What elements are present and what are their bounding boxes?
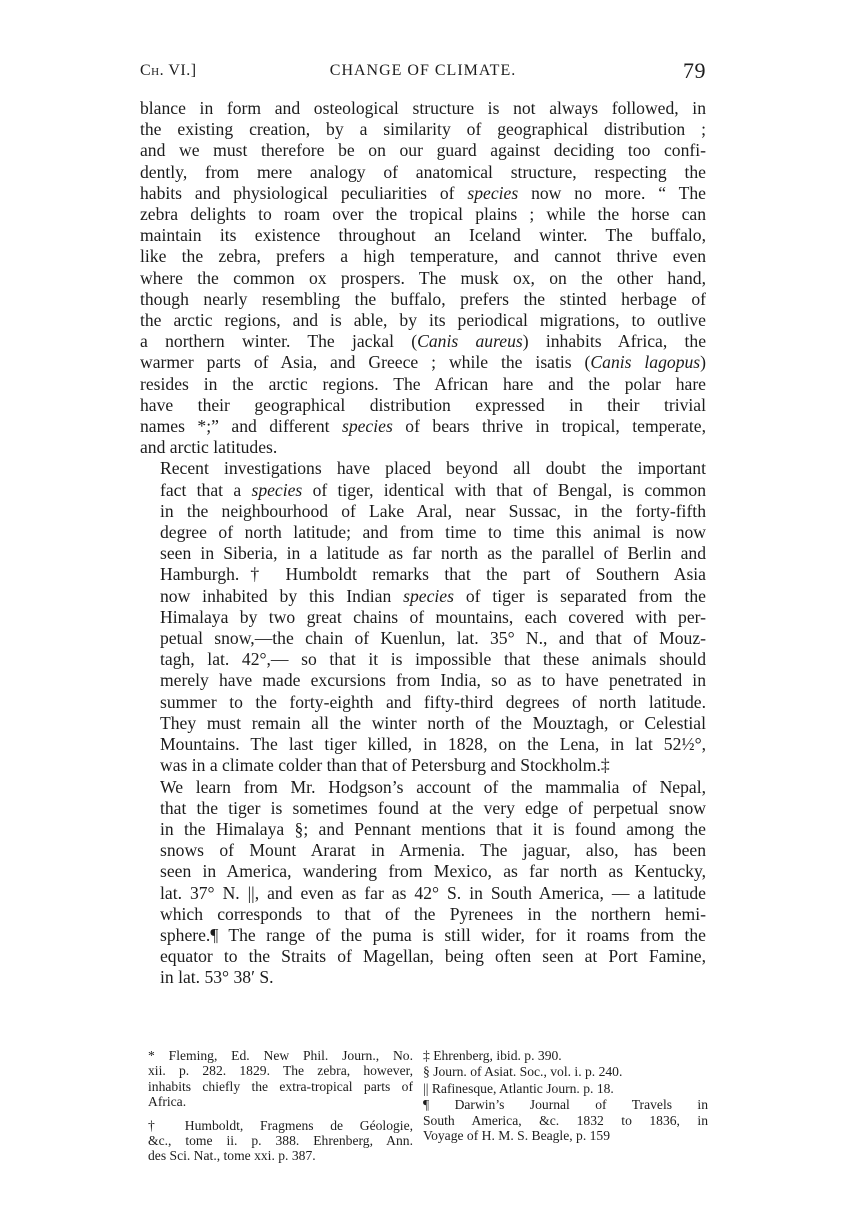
footnote-line: des Sci. Nat., tome xxi. p. 387. xyxy=(148,1148,316,1164)
text-line: Recent investigations have placed beyond all doubt the important xyxy=(160,458,706,479)
text-line: tagh, lat. 42°,— so that it is impossible that these animals should xyxy=(160,649,706,670)
footnote-line: † Humboldt, Fragmens de Géologie, xyxy=(148,1117,413,1133)
text-line: now inhabited by this Indian species of tiger is separated from the xyxy=(160,585,706,606)
text-line: and we must therefore be on our guard against deciding too confi- xyxy=(140,140,706,161)
footnote-line: xii. p. 282. 1829. The zebra, however, xyxy=(148,1063,413,1079)
footnote-line: Africa. xyxy=(148,1094,187,1110)
footnote xyxy=(148,1048,413,1110)
page xyxy=(140,58,706,989)
text-line: names *;” and different species of bears thrive in tropical, temperate, xyxy=(140,416,707,437)
body-text xyxy=(140,98,706,989)
footnote-line: || Rafinesque, Atlantic Journ. p. 18. xyxy=(423,1080,614,1096)
running-header xyxy=(140,58,706,84)
text-line: warmer parts of Asia, and Greece ; while the isatis (Canis lagopus) xyxy=(140,352,706,373)
footnote-line: Voyage of H. M. S. Beagle, p. 159 xyxy=(423,1128,611,1144)
text-line: lat. 37° N. ||, and even as far as 42° S. in South America, — a latitude xyxy=(160,882,706,903)
footnote-line: § Journ. of Asiat. Soc., vol. i. p. 240. xyxy=(423,1064,623,1080)
text-line: was in a climate colder than that of Petersburg and Stockholm.‡ xyxy=(160,755,610,776)
text-line: degree of north latitude; and from time to time this animal is now xyxy=(160,522,706,543)
text-line: fact that a species of tiger, identical with that of Bengal, is common xyxy=(160,479,706,500)
text-line: habits and physiological peculiarities of species now no more. “ The xyxy=(140,182,706,203)
text-line: the arctic regions, and is able, by its periodical migrations, to outlive xyxy=(140,310,706,331)
footnote xyxy=(423,1064,708,1079)
text-line: equator to the Straits of Magellan, being often seen at Port Famine, xyxy=(160,946,706,967)
text-line: in the Himalaya §; and Pennant mentions that it is found among the xyxy=(160,818,706,839)
footnote xyxy=(423,1081,708,1096)
text-line: in lat. 53° 38′ S. xyxy=(160,967,274,988)
footnote xyxy=(423,1097,708,1143)
footnote-line: ¶ Darwin’s Journal of Travels in xyxy=(423,1097,708,1113)
footnote-line: * Fleming, Ed. New Phil. Journ., No. xyxy=(148,1048,413,1063)
text-line: resides in the arctic regions. The African hare and the polar hare xyxy=(140,373,706,394)
chapter-label: Ch. VI.] xyxy=(140,62,197,79)
text-line: Mountains. The last tiger killed, in 1828, on the Lena, in lat 52½°, xyxy=(160,734,706,755)
text-line: where the common ox prospers. The musk ox, on the other hand, xyxy=(140,267,706,288)
page-number: 79 xyxy=(683,58,706,83)
text-line: which corresponds to that of the Pyrenees in the northern hemi- xyxy=(160,903,706,924)
footnote-line: ‡ Ehrenberg, ibid. p. 390. xyxy=(423,1048,562,1063)
text-line: and arctic latitudes. xyxy=(140,437,278,458)
text-line: seen in Siberia, in a latitude as far north as the parallel of Berlin and xyxy=(160,543,706,564)
paragraph-3 xyxy=(140,777,706,989)
paragraph-2 xyxy=(140,458,706,776)
footnote-line: inhabits chiefly the extra-tropical parts of xyxy=(148,1078,413,1094)
footnote xyxy=(148,1118,413,1164)
text-line: a northern winter. The jackal (Canis aureus) inhabits Africa, the xyxy=(140,331,707,352)
text-line: Hamburgh.† Humboldt remarks that the part of Southern Asia xyxy=(160,564,706,585)
text-line: We learn from Mr. Hodgson’s account of the mammalia of Nepal, xyxy=(160,776,706,797)
footnote-line: South America, &c. 1832 to 1836, in xyxy=(423,1112,708,1128)
text-line: merely have made excursions from India, so as to have penetrated in xyxy=(160,670,706,691)
text-line: summer to the forty-eighth and fifty-third degrees of north latitude. xyxy=(160,691,706,712)
paragraph-1 xyxy=(140,98,706,458)
text-line: sphere.¶ The range of the puma is still wider, for it roams from the xyxy=(160,924,706,945)
text-line: that the tiger is sometimes found at the very edge of perpetual snow xyxy=(160,797,706,818)
text-line: snows of Mount Ararat in Armenia. The jaguar, also, has been xyxy=(160,840,706,861)
footnotes-right-column xyxy=(423,1048,708,1172)
text-line: though nearly resembling the buffalo, prefers the stinted herbage of xyxy=(140,288,706,309)
text-line: blance in form and osteological structure is not always followed, in xyxy=(140,98,706,118)
footnote-line: &c., tome ii. p. 388. Ehrenberg, Ann. xyxy=(148,1133,413,1149)
text-line: dently, from mere analogy of anatomical structure, respecting the xyxy=(140,161,706,182)
footnote xyxy=(423,1048,708,1063)
text-line: They must remain all the winter north of the Mouztagh, or Celestial xyxy=(160,712,706,733)
text-line: like the zebra, prefers a high temperature, and cannot thrive even xyxy=(140,246,706,267)
text-line: in the neighbourhood of Lake Aral, near Sussac, in the forty-fifth xyxy=(160,500,706,521)
footnotes xyxy=(148,1048,708,1172)
footnotes-left-column xyxy=(148,1048,413,1172)
running-title: CHANGE OF CLIMATE. xyxy=(329,62,517,79)
text-line: maintain its existence throughout an Iceland winter. The buffalo, xyxy=(140,225,706,246)
text-line: have their geographical distribution expressed in their trivial xyxy=(140,394,706,415)
text-line: petual snow,—the chain of Kuenlun, lat. 35° N., and that of Mouz- xyxy=(160,628,706,649)
text-line: zebra delights to roam over the tropical plains ; while the horse can xyxy=(140,204,706,225)
text-line: the existing creation, by a similarity of geographical distribution ; xyxy=(140,119,706,140)
text-line: Himalaya by two great chains of mountains, each covered with per- xyxy=(160,606,706,627)
text-line: seen in America, wandering from Mexico, as far north as Kentucky, xyxy=(160,861,706,882)
